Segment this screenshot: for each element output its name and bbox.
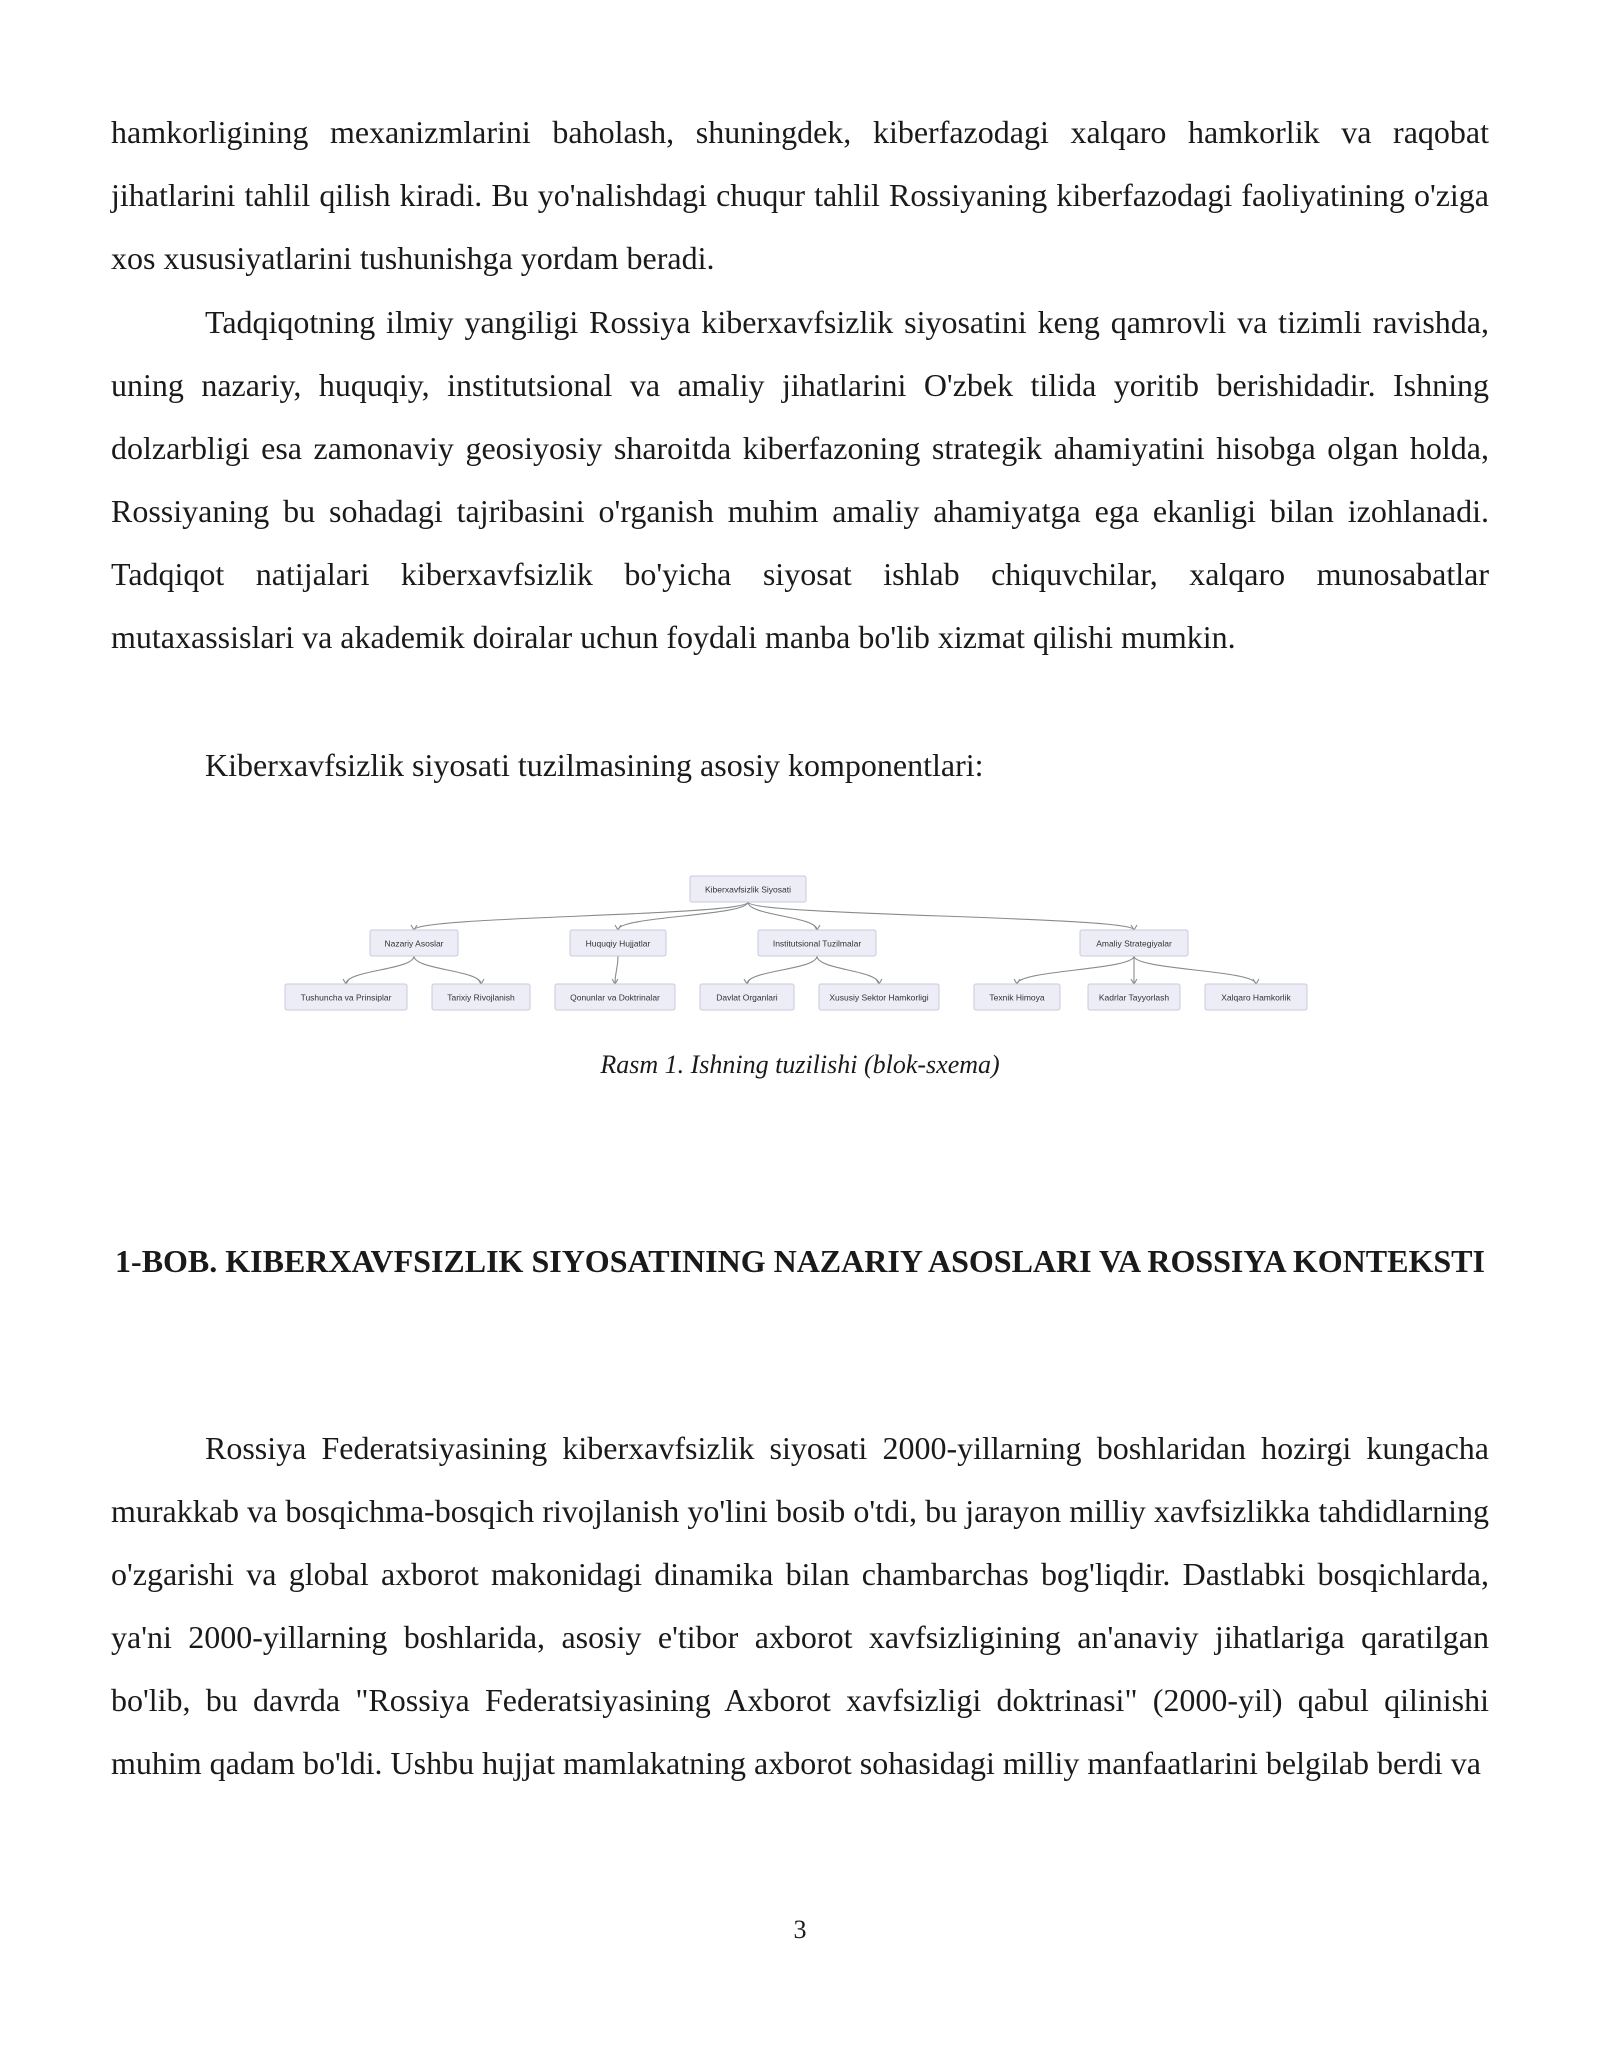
page-number: 3 [793,1915,807,1944]
edge-branch-3-to-leaf-2 [817,956,879,984]
diagram-leaf-node-1-1 [285,984,407,1010]
edge-branch-3-to-leaf-2-arrowhead [876,979,882,984]
diagram-leaf-node-3-2-label: Xususiy Sektor Hamkorligi [829,992,929,1003]
edge-branch-1-to-leaf-2-arrowhead [478,979,484,984]
diagram-root-node-label: Kiberxavfsizlik Siyosati [705,884,791,895]
edge-root-to-branch-4-arrowhead [1131,925,1137,930]
diagram-leaf-node-1-2 [432,984,530,1010]
diagram-leaf-node-4-3 [1205,984,1307,1010]
edge-root-to-branch-4 [748,902,1134,930]
diagram-branch-node-4 [1080,930,1188,956]
diagram-branch-node-3 [758,930,876,956]
edge-root-to-branch-1 [414,902,748,930]
diagram-branch-node-2-label: Huquqiy Hujjatlar [585,938,651,949]
diagram-leaf-node-3-1-label: Davlat Organlari [716,992,778,1003]
diagram-branch-node-3-label: Institutsional Tuzilmalar [772,938,862,949]
diagram-leaf-node-4-1 [974,984,1060,1010]
diagram-leaf-node-1-1-label: Tushuncha va Prinsiplar [300,992,392,1003]
edge-branch-4-to-leaf-1-arrowhead [1014,979,1020,984]
diagram-lead-in: Kiberxavfsizlik siyosati tuzilmasining asosiy komponentlari: [205,747,984,783]
diagram-branch-node-2 [570,930,666,956]
diagram-leaf-node-4-1-label: Texnik Himoya [989,992,1045,1003]
edge-branch-3-to-leaf-1-arrowhead [744,979,750,984]
diagram-root-node [690,876,806,902]
edge-root-to-branch-3-arrowhead [814,925,820,930]
paragraph-continuation: hamkorligining mexanizmlarini baholash, shuningdek, kiberfazodagi xalqaro hamkorlik va raqobat jihatlarini tahlil qilish kiradi. Bu yo'nalishdagi chuqur tahlil Rossiyaning kiberfazodagi faoliyatining o'ziga xos xususiyatlarini tushunishga yordam beradi. [111,114,1489,276]
edge-branch-1-to-leaf-2 [414,956,481,984]
edge-branch-3-to-leaf-1 [747,956,817,984]
diagram-leaf-node-2-1 [555,984,675,1010]
paragraph-chapter-intro: Rossiya Federatsiyasining kiberxavfsizlik siyosati 2000-yillarning boshlaridan hozirgi kungacha murakkab va bosqichma-bosqich rivojlanish yo'lini bosib o'tdi, bu jarayon milliy xavfsizlikka tahdidlarning o'zgarishi va global axborot makonidagi dinamika bilan chambarchas bog'liqdir. Dastlabki bosqichlarda, ya'ni 2000-yillarning boshlarida, asosiy e'tibor axborot xavfsizligining an'anaviy jihatlariga qaratilgan bo'lib, bu davrda "Rossiya Federatsiyasining Axborot xavfsizligi doktrinasi" (2000-yil) qabul qilinishi muhim qadam bo'ldi. Ushbu hujjat mamlakatning axborot sohasidagi milliy manfaatlarini belgilab berdi va [111,1430,1489,1781]
diagram-leaf-node-3-1 [700,984,794,1010]
edge-branch-1-to-leaf-1-arrowhead [343,979,349,984]
edge-branch-4-to-leaf-3-arrowhead [1253,979,1259,984]
block-diagram-svg [270,858,1330,1018]
figure-caption: Rasm 1. Ishning tuzilishi (blok-sxema) [600,1050,1000,1079]
edge-root-to-branch-3 [748,902,817,930]
diagram-branch-node-4-label: Amaliy Strategiyalar [1096,938,1172,949]
diagram-leaf-node-4-2 [1088,984,1180,1010]
edge-branch-4-to-leaf-3 [1134,956,1256,984]
diagram-leaf-node-2-1-label: Qonunlar va Doktrinalar [570,992,660,1003]
diagram-leaf-node-3-2 [819,984,939,1010]
diagram-branch-node-1 [370,930,458,956]
edge-root-to-branch-1-arrowhead [411,925,417,930]
diagram-leaf-node-4-3-label: Xalqaro Hamkorlik [1221,992,1291,1003]
diagram-leaf-node-4-2-label: Kadrlar Tayyorlash [1098,992,1170,1003]
edge-root-to-branch-2-arrowhead [615,925,621,930]
block-diagram [270,858,1330,1018]
diagram-branch-node-1-label: Nazariy Asoslar [384,938,444,949]
edge-root-to-branch-2 [618,902,748,930]
paragraph-novelty: Tadqiqotning ilmiy yangiligi Rossiya kiberxavfsizlik siyosatini keng qamrovli va tizimli ravishda, uning nazariy, huquqiy, institutsional va amaliy jihatlarini O'zbek tilida yoritib berishidadir. Ishning dolzarbligi esa zamonaviy geosiyosiy sharoitda kiberfazoning strategik ahamiyatini hisobga olgan holda, Rossiyaning bu sohadagi tajribasini o'rganish muhim amaliy ahamiyatga ega ekanligi bilan izohlanadi. Tadqiqot natijalari kiberxavfsizlik bo'yicha siyosat ishlab chiquvchilar, xalqaro munosabatlar mutaxassislari va akademik doiralar uchun foydali manba bo'lib xizmat qilishi mumkin. [111,304,1489,655]
chapter-heading: 1-BOB. KIBERXAVFSIZLIK SIYOSATINING NAZARIY ASOSLARI VA ROSSIYA KONTEKSTI [115,1243,1485,1279]
edge-branch-4-to-leaf-1 [1017,956,1134,984]
diagram-leaf-node-1-2-label: Tarixiy Rivojlanish [447,992,515,1003]
edge-branch-1-to-leaf-1 [346,956,414,984]
